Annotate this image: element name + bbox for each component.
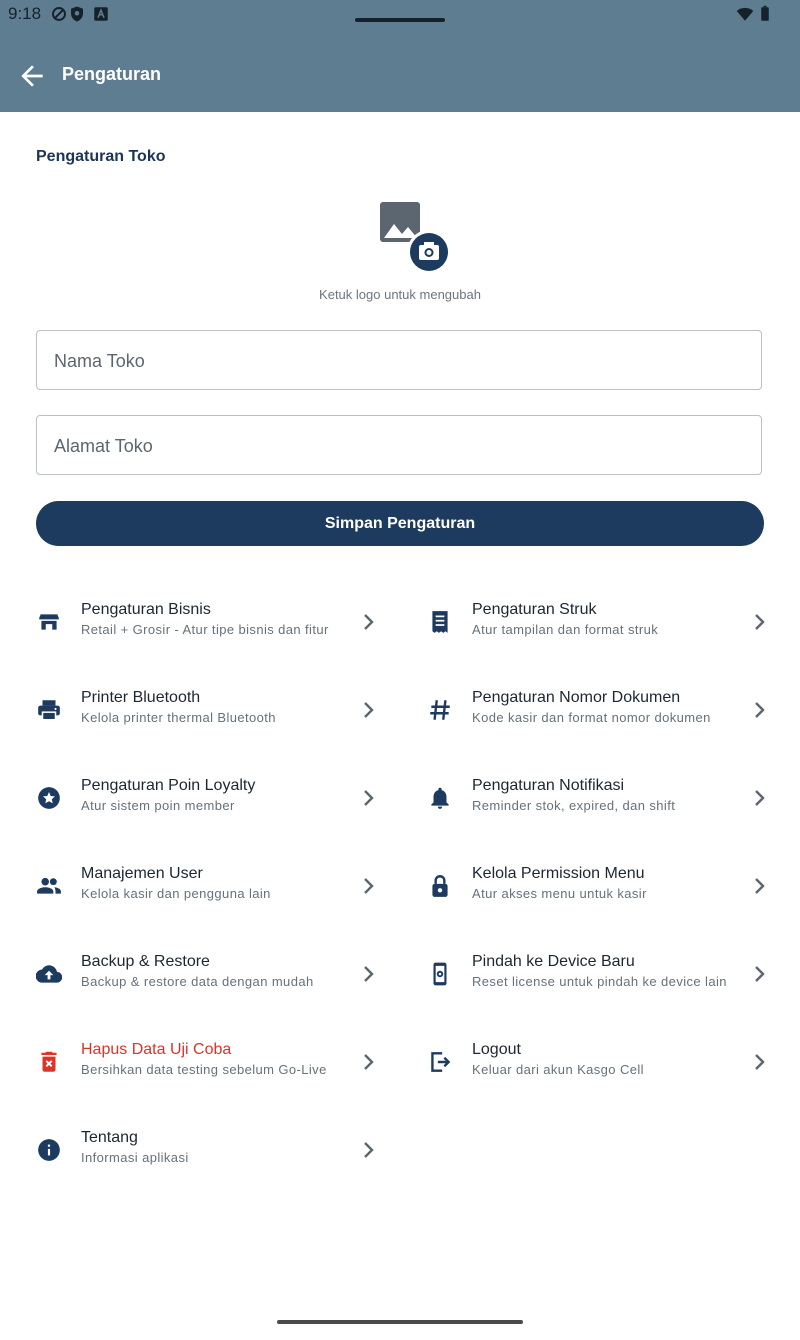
delete-icon: [36, 1049, 62, 1075]
menu-item-subtitle: Kelola kasir dan pengguna lain: [81, 886, 271, 901]
menu-item-title: Hapus Data Uji Coba: [81, 1041, 232, 1058]
chevron-right-icon: [356, 698, 380, 722]
camera-notch: [355, 18, 445, 22]
chevron-right-icon: [747, 874, 771, 898]
chevron-right-icon: [747, 1050, 771, 1074]
menu-item-pengaturan-struk[interactable]: [427, 589, 771, 653]
chevron-right-icon: [356, 610, 380, 634]
lock-icon: [427, 873, 453, 899]
menu-item-title: Printer Bluetooth: [81, 689, 201, 706]
battery-icon: [758, 5, 772, 23]
menu-item-logout[interactable]: [427, 1029, 771, 1093]
menu-item-subtitle: Bersihkan data testing sebelum Go-Live: [81, 1062, 327, 1077]
menu-item-subtitle: Kode kasir dan format nomor dokumen: [472, 710, 711, 725]
menu-item-subtitle: Kelola printer thermal Bluetooth: [81, 710, 276, 725]
page-title: Pengaturan: [62, 64, 162, 84]
menu-item-title: Logout: [472, 1041, 521, 1058]
menu-item-subtitle: Atur tampilan dan format struk: [472, 622, 659, 637]
receipt-icon: [427, 609, 453, 635]
info-icon: [36, 1137, 62, 1163]
store-name-label: Nama Toko: [54, 351, 145, 371]
menu-item-title: Pengaturan Notifikasi: [472, 777, 625, 794]
shield-icon: [68, 5, 86, 23]
menu-item-manajemen-user[interactable]: [36, 853, 380, 917]
menu-item-title: Pengaturan Bisnis: [81, 601, 211, 618]
menu-item-kelola-permission-menu[interactable]: [427, 853, 771, 917]
menu-item-title: Pengaturan Nomor Dokumen: [472, 689, 681, 706]
menu-item-pengaturan-nomor-dokumen[interactable]: [427, 677, 771, 741]
menu-item-subtitle: Retail + Grosir - Atur tipe bisnis dan fitur: [81, 622, 329, 637]
menu-item-title: Backup & Restore: [81, 953, 210, 970]
app-notification-icon: [92, 5, 110, 23]
star-badge-icon: [36, 785, 62, 811]
menu-item-subtitle: Atur akses menu untuk kasir: [472, 886, 647, 901]
save-settings-button[interactable]: Simpan Pengaturan: [36, 501, 764, 546]
store-logo-picker[interactable]: [376, 200, 456, 276]
chevron-right-icon: [747, 962, 771, 986]
store-address-field[interactable]: [36, 415, 762, 475]
section-title-store-settings: Pengaturan Toko: [36, 148, 166, 165]
status-time: 9:18: [8, 4, 42, 23]
store-name-field[interactable]: [36, 330, 762, 390]
logo-hint: Ketuk logo untuk mengubah: [319, 287, 481, 302]
image-placeholder-icon: [376, 200, 456, 276]
chevron-right-icon: [747, 698, 771, 722]
chevron-right-icon: [356, 1138, 380, 1162]
chevron-right-icon: [356, 1050, 380, 1074]
logout-icon: [427, 1049, 453, 1075]
menu-item-printer-bluetooth[interactable]: [36, 677, 380, 741]
cloud-upload-icon: [36, 961, 62, 987]
menu-item-subtitle: Backup & restore data dengan mudah: [81, 974, 314, 989]
chevron-right-icon: [356, 786, 380, 810]
do-not-disturb-icon: [50, 5, 68, 23]
menu-item-backup-restore[interactable]: [36, 941, 380, 1005]
back-arrow-icon[interactable]: [16, 60, 48, 92]
menu-item-subtitle: Reset license untuk pindah ke device lain: [472, 974, 727, 989]
menu-item-subtitle: Keluar dari akun Kasgo Cell: [472, 1062, 644, 1077]
phone-settings-icon: [427, 961, 453, 987]
people-icon: [36, 873, 62, 899]
menu-item-subtitle: Reminder stok, expired, dan shift: [472, 798, 676, 813]
bell-icon: [427, 785, 453, 811]
printer-icon: [36, 697, 62, 723]
menu-item-pengaturan-notifikasi[interactable]: [427, 765, 771, 829]
menu-item-title: Tentang: [81, 1129, 138, 1146]
menu-item-title: Manajemen User: [81, 865, 203, 882]
menu-item-subtitle: Atur sistem poin member: [81, 798, 235, 813]
home-indicator: [277, 1320, 523, 1324]
wifi-icon: [735, 5, 755, 23]
chevron-right-icon: [747, 610, 771, 634]
menu-item-title: Pengaturan Struk: [472, 601, 597, 618]
store-icon: [36, 609, 62, 635]
menu-item-pengaturan-bisnis[interactable]: [36, 589, 380, 653]
chevron-right-icon: [356, 874, 380, 898]
chevron-right-icon: [356, 962, 380, 986]
store-address-label: Alamat Toko: [54, 436, 153, 456]
hash-icon: [427, 697, 453, 723]
chevron-right-icon: [747, 786, 771, 810]
menu-item-title: Kelola Permission Menu: [472, 865, 645, 882]
menu-item-title: Pengaturan Poin Loyalty: [81, 777, 256, 794]
app-bar: [0, 0, 800, 112]
menu-item-tentang[interactable]: [36, 1117, 380, 1181]
status-bar: [0, 0, 800, 30]
menu-item-hapus-data-uji-coba[interactable]: [36, 1029, 380, 1093]
menu-item-subtitle: Informasi aplikasi: [81, 1150, 189, 1165]
menu-item-pindah-device-baru[interactable]: [427, 941, 771, 1005]
menu-item-title: Pindah ke Device Baru: [472, 953, 635, 970]
menu-item-pengaturan-poin-loyalty[interactable]: [36, 765, 380, 829]
